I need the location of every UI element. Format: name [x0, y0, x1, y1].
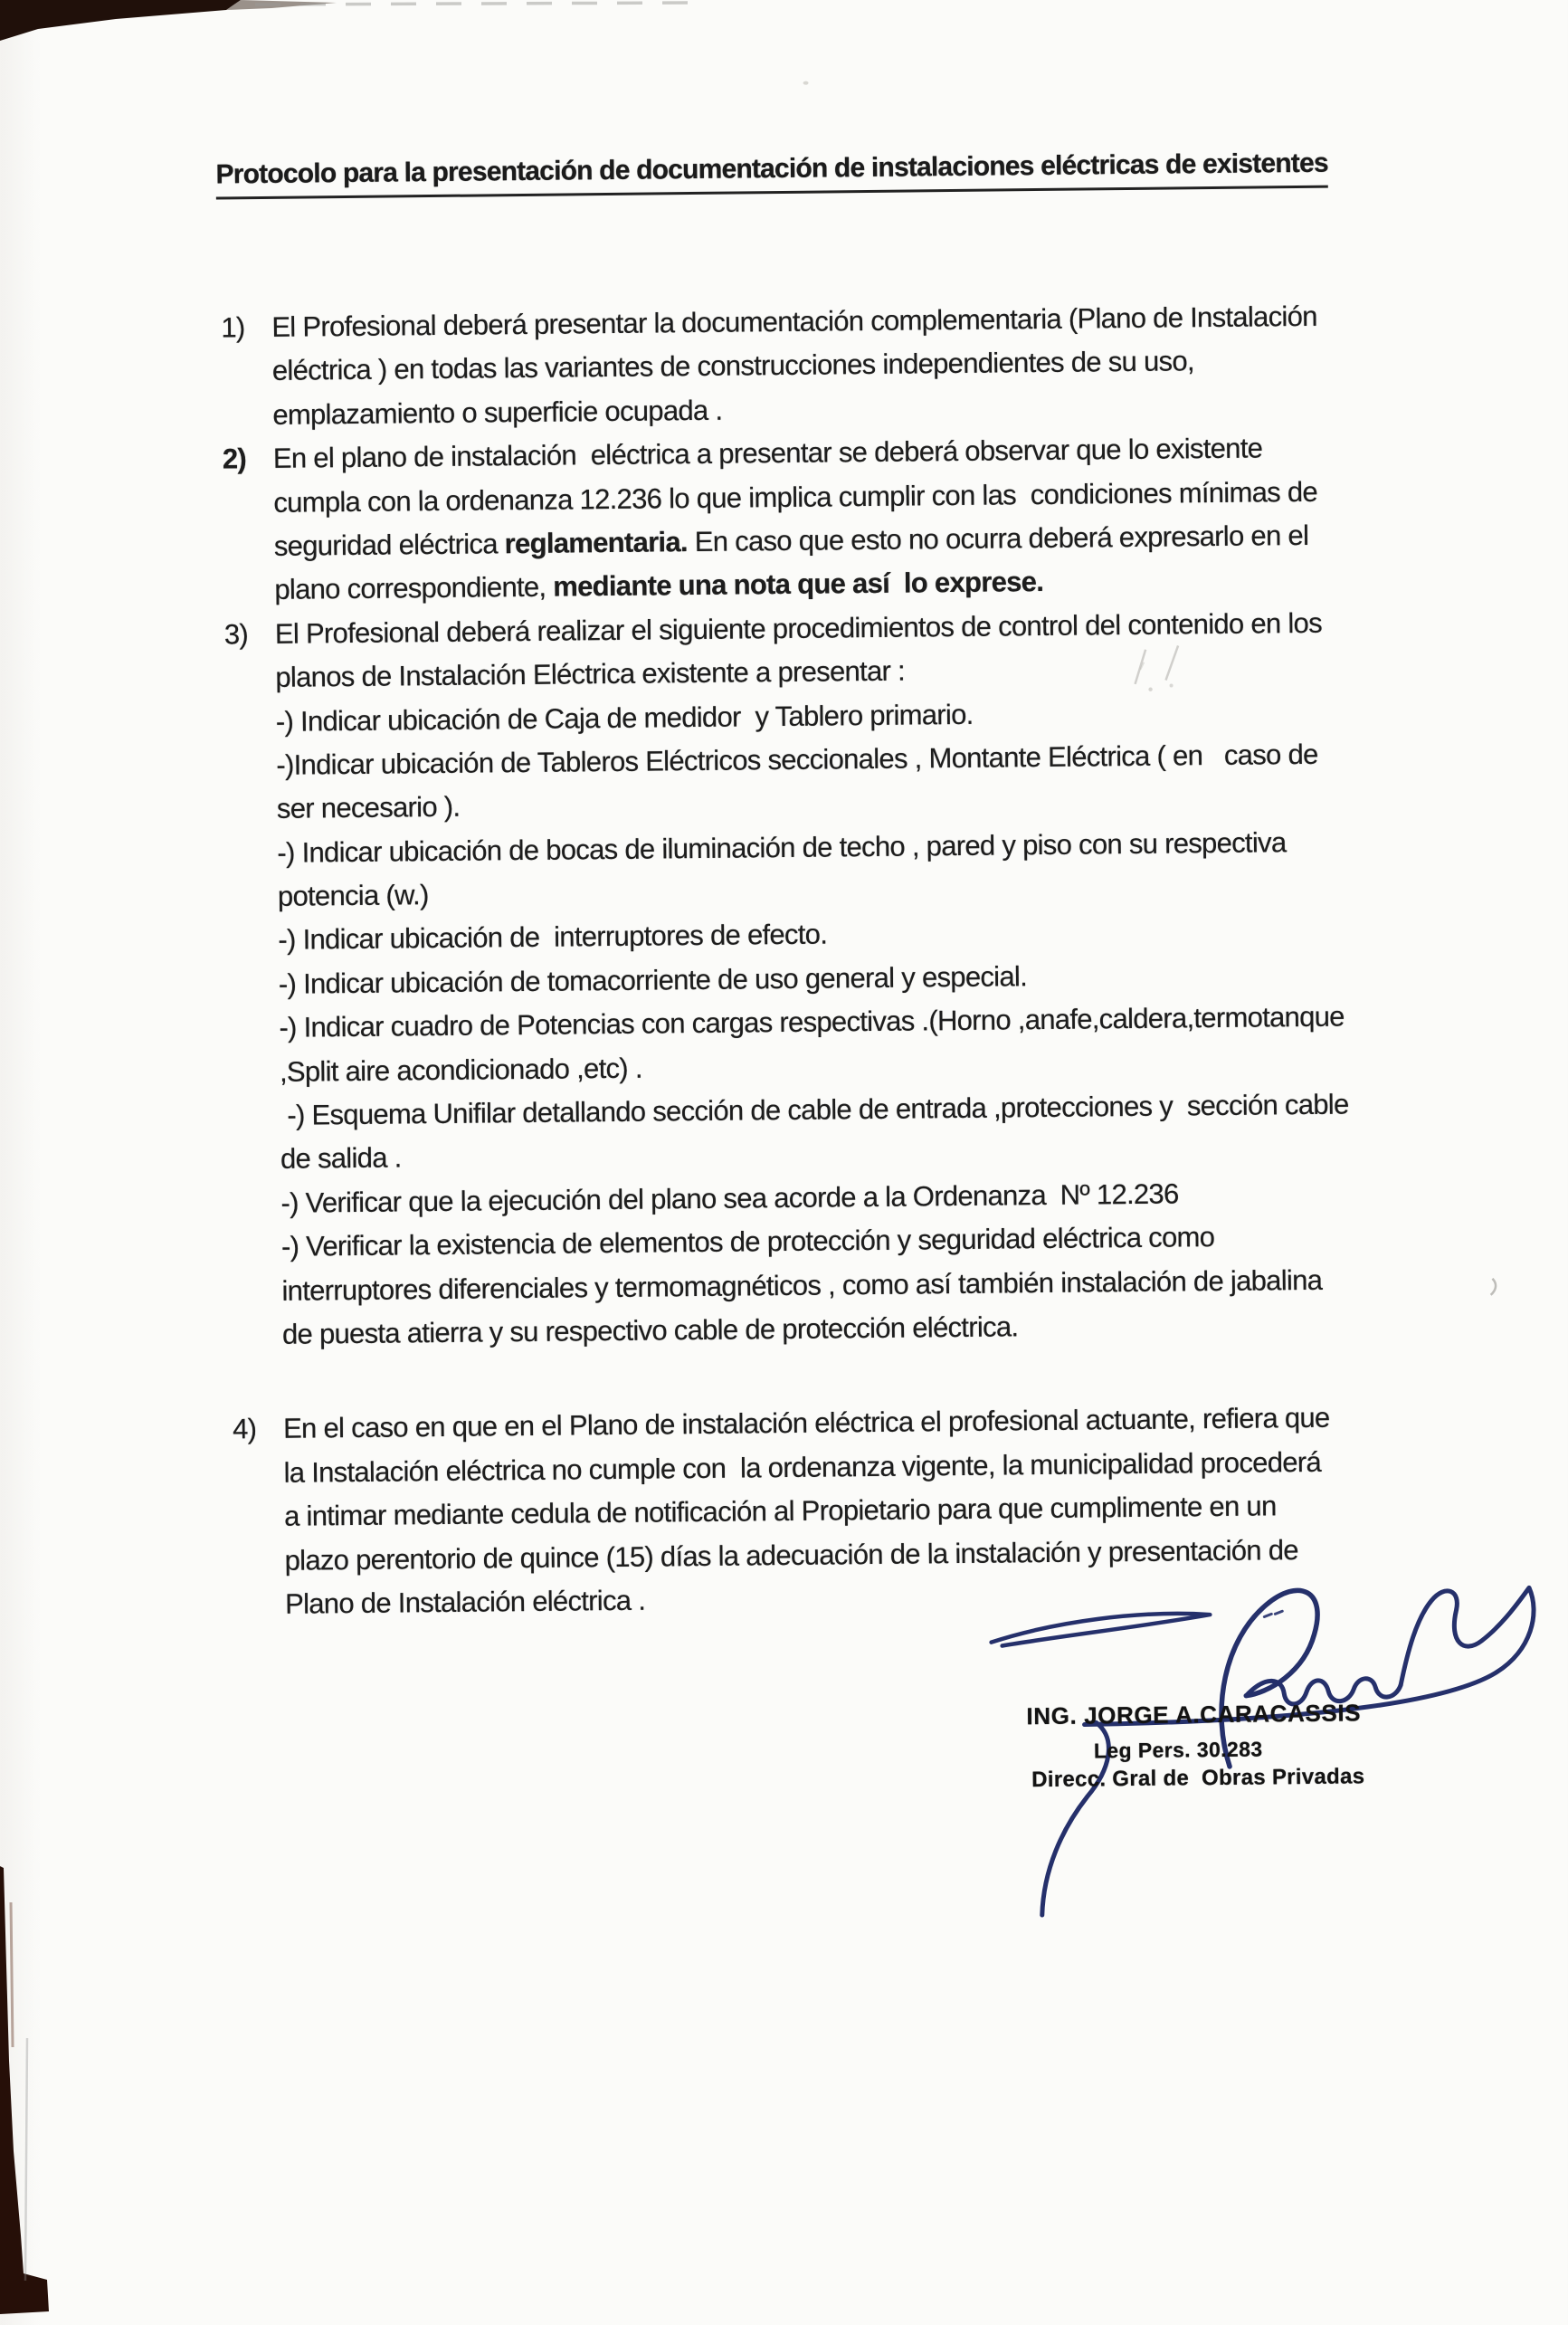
- list-item-3: [223, 601, 1378, 1357]
- stamp-name: ING. JORGE A.CARACASSIS: [1026, 1699, 1362, 1730]
- text-line: -) Esquema Unifilar detallando sección de cable de entrada ,protecciones y sección cable: [280, 1088, 1349, 1131]
- text-line: plano correspondiente, mediante una nota que así lo exprese.: [274, 566, 1044, 606]
- document-body: [221, 294, 1380, 1626]
- stamp-department: Direcc. Gral de Obras Privadas: [1031, 1764, 1365, 1793]
- text-line: -) Indicar ubicación de tomacorriente de uso general y especial.: [278, 960, 1028, 1000]
- text-line: -) Indicar ubicación de Caja de medidor y Tablero primario.: [275, 698, 974, 738]
- text-line: Plano de Instalación eléctrica .: [284, 1584, 646, 1620]
- scan-speck: [803, 81, 809, 85]
- page-title: [215, 148, 1328, 200]
- text-line: interruptores diferenciales y termomagnéticos , como así también instalación de jabalina: [281, 1263, 1323, 1307]
- text-line: seguridad eléctrica reglamentaria. En caso que esto no ocurra deberá expresarlo en el: [273, 519, 1309, 562]
- text-line: de puesta atierra y su respectivo cable de protección eléctrica.: [281, 1310, 1019, 1350]
- text-line: En el caso en que en el Plano de instalación eléctrica el profesional actuante, refiera que: [282, 1402, 1330, 1445]
- list-item-1: [221, 294, 1367, 437]
- comma-mark: [1487, 1276, 1505, 1300]
- item-number: 1): [221, 311, 245, 344]
- text-line: -) Indicar ubicación de bocas de iluminación de techo , pared y piso con su respectiva: [277, 825, 1287, 869]
- item-number: 2): [222, 443, 247, 475]
- text-line: planos de Instalación Eléctrica existente a presentar :: [275, 654, 906, 693]
- text-line: En el plano de instalación eléctrica a presentar se deberá observar que lo existente: [272, 432, 1263, 475]
- text-line: ,Split aire acondicionado ,etc) .: [279, 1052, 642, 1088]
- pencil-marks: [1107, 629, 1226, 711]
- scan-artifact-top-edge: [0, 0, 706, 54]
- text-line: -)Indicar ubicación de Tableros Eléctricos seccionales , Montante Eléctrica ( en caso de: [276, 738, 1318, 781]
- text-line: eléctrica ) en todas las variantes de construcciones independientes de su uso,: [271, 345, 1194, 387]
- item-number: 3): [223, 617, 249, 651]
- text-line: de salida .: [280, 1141, 402, 1176]
- signature-flat-stroke: [991, 1614, 1210, 1646]
- text-line: -) Indicar ubicación de interruptores de efecto.: [278, 918, 828, 957]
- text-line: potencia (w.): [277, 879, 429, 912]
- text-line: -) Verificar la existencia de elementos de protección y seguridad eléctrica como: [280, 1221, 1215, 1263]
- text-line: cumpla con la ordenanza 12.236 lo que implica cumplir con las condiciones mínimas de: [273, 475, 1318, 519]
- page-title-text: Protocolo para la presentación de documentación de instalaciones eléctricas de existentes: [215, 148, 1328, 200]
- list-item-2: [222, 425, 1370, 612]
- text-line: plazo perentorio de quince (15) días la adecuación de la instalación y presentación de: [284, 1533, 1299, 1577]
- text-line: -) Indicar cuadro de Potencias con cargas respectivas .(Horno ,anafe,caldera,termotanque: [279, 1000, 1345, 1044]
- text-line: emplazamiento o superficie ocupada .: [272, 394, 723, 431]
- text-line: El Profesional deberá presentar la documentación complementaria (Plano de Instalación: [271, 300, 1317, 343]
- item-number: 4): [232, 1413, 257, 1445]
- scan-artifact-left-edge: [0, 1866, 81, 2319]
- stamp-id: Leg Pers. 30.283: [1093, 1737, 1263, 1763]
- text-line: ser necesario ).: [276, 791, 461, 825]
- text-line: a intimar mediante cedula de notificación al Propietario para que cumplimente en un: [283, 1490, 1277, 1532]
- text-line: El Profesional deberá realizar el siguiente procedimientos de control del contenido en los: [274, 606, 1323, 650]
- text-line: -) Verificar que la ejecución del plano sea acorde a la Ordenanza Nº 12.236: [280, 1177, 1179, 1219]
- text-line: la Instalación eléctrica no cumple con la ordenanza vigente, la municipalidad procederá: [283, 1445, 1322, 1489]
